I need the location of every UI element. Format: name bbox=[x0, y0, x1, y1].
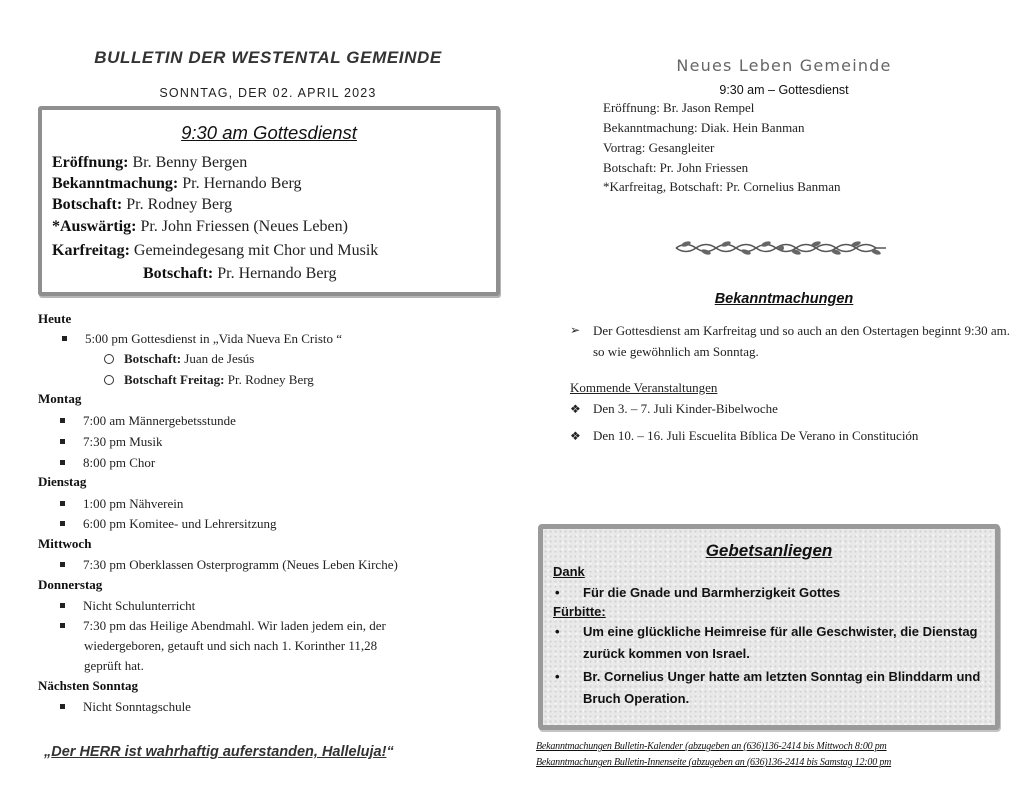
square-bullet-icon bbox=[60, 603, 65, 608]
four-diamond-icon: ❖ bbox=[570, 402, 581, 416]
service-line-announcement bbox=[52, 175, 302, 193]
schedule-subitem: Botschaft: Juan de Jesús bbox=[104, 351, 254, 367]
neues-leben-line: *Karfreitag, Botschaft: Pr. Cornelius Banman bbox=[603, 179, 841, 194]
schedule-item: 7:30 pm Musik bbox=[60, 434, 162, 450]
prayer-requests-label: Fürbitte: bbox=[553, 604, 606, 619]
neues-leben-title: Neues Leben Gemeinde bbox=[676, 56, 892, 75]
dot-bullet-icon: • bbox=[555, 585, 560, 600]
footer-note: Bekanntmachungen Bulletin-Kalender (abzugeben an (636)136-2414 bis Mittwoch 8:00 pm bbox=[536, 741, 887, 752]
square-bullet-icon bbox=[60, 704, 65, 709]
square-bullet-icon bbox=[60, 439, 65, 444]
service-line-message bbox=[52, 196, 232, 214]
service-line-value: Pr. Hernando Berg bbox=[178, 175, 302, 192]
upcoming-events-label: Kommende Veranstaltungen bbox=[570, 380, 718, 395]
four-diamond-icon: ❖ bbox=[570, 429, 581, 443]
circle-bullet-icon bbox=[104, 354, 114, 364]
dot-bullet-icon: • bbox=[555, 624, 560, 639]
prayer-item: • Für die Gnade und Barmherzigkeit Gottes bbox=[555, 582, 985, 604]
dot-bullet-icon: • bbox=[555, 669, 560, 684]
day-label-wednesday: Mittwoch bbox=[38, 536, 92, 551]
day-label-thursday: Donnerstag bbox=[38, 577, 103, 592]
service-line-label: Bekanntmachung: bbox=[52, 175, 179, 192]
schedule-item: 7:00 am Männergebetsstunde bbox=[60, 413, 236, 429]
schedule-item: 1:00 pm Nähverein bbox=[60, 496, 183, 512]
service-box-title: 9:30 am Gottesdienst bbox=[181, 122, 357, 143]
arrow-right-icon: ➢ bbox=[570, 323, 581, 337]
day-label-next-sunday: Nächsten Sonntag bbox=[38, 678, 139, 693]
service-line-label: Botschaft: bbox=[143, 265, 214, 282]
schedule-item: 7:30 pm Oberklassen Osterprogramm (Neues Leben Kirche) bbox=[60, 557, 398, 573]
prayer-box bbox=[538, 524, 1000, 730]
neues-leben-line: Eröffnung: Br. Jason Rempel bbox=[603, 100, 755, 115]
schedule-item: Nicht Schulunterricht bbox=[60, 598, 195, 614]
schedule-item-continuation: geprüft hat. bbox=[84, 658, 144, 673]
service-line-value: Pr. Rodney Berg bbox=[122, 196, 233, 213]
square-bullet-icon bbox=[60, 623, 65, 628]
upcoming-event: ❖ Den 10. – 16. Juli Escuelita Bíblica De Verano in Constitución bbox=[570, 428, 919, 443]
service-line-good-friday bbox=[52, 242, 378, 260]
schedule-item: 8:00 pm Chor bbox=[60, 455, 155, 471]
service-box bbox=[38, 106, 500, 296]
circle-bullet-icon bbox=[104, 375, 114, 385]
service-line-label: *Auswärtig: bbox=[52, 218, 137, 235]
schedule-item: 7:30 pm das Heilige Abendmahl. Wir laden jedem ein, der bbox=[60, 618, 386, 634]
service-line-value: Pr. Hernando Berg bbox=[213, 265, 337, 282]
day-label-tuesday: Dienstag bbox=[38, 474, 87, 489]
schedule-item: Nicht Sonntagschule bbox=[60, 699, 191, 715]
schedule-item: 6:00 pm Komitee- und Lehrersitzung bbox=[60, 516, 277, 532]
schedule-item-continuation: wiedergeboren, getauft und sich nach 1. Korinther 11,28 bbox=[84, 638, 378, 653]
service-line-label: Karfreitag: bbox=[52, 242, 130, 259]
square-bullet-icon bbox=[60, 521, 65, 526]
day-label-today: Heute bbox=[38, 311, 72, 326]
upcoming-event: ❖ Den 3. – 7. Juli Kinder-Bibelwoche bbox=[570, 401, 778, 416]
schedule-subitem: Botschaft Freitag: Pr. Rodney Berg bbox=[104, 372, 314, 388]
vine-ornament-icon bbox=[672, 238, 890, 258]
bulletin-date: SONNTAG, DER 02. APRIL 2023 bbox=[159, 86, 377, 100]
square-bullet-icon bbox=[62, 336, 67, 341]
neues-leben-line: Vortrag: Gesangleiter bbox=[603, 140, 715, 155]
prayer-thanks-label: Dank bbox=[553, 564, 585, 579]
prayer-item: • Br. Cornelius Unger hatte am letzten Sonntag ein Blinddarm und Bruch Operation. bbox=[555, 666, 985, 710]
service-line-value: Pr. John Friessen (Neues Leben) bbox=[136, 218, 348, 235]
square-bullet-icon bbox=[60, 418, 65, 423]
service-line-value: Br. Benny Bergen bbox=[128, 154, 248, 171]
day-label-monday: Montag bbox=[38, 391, 82, 406]
square-bullet-icon bbox=[60, 460, 65, 465]
service-line-value: Gemeindegesang mit Chor und Musik bbox=[129, 242, 379, 259]
prayer-title: Gebetsanliegen bbox=[705, 541, 833, 560]
neues-leben-line: Bekanntmachung: Diak. Hein Banman bbox=[603, 120, 805, 135]
announcement-item: ➢ Der Gottesdienst am Karfreitag und so auch an den Ostertagen beginnt 9:30 am. so wie gewöhnlich am Sonntag. bbox=[570, 320, 1010, 362]
service-line-label: Botschaft: bbox=[52, 196, 123, 213]
prayer-item: • Um eine glückliche Heimreise für alle Geschwister, die Dienstag zurück kommen von Israel. bbox=[555, 621, 985, 665]
service-line-opening bbox=[52, 154, 247, 172]
service-line-label: Eröffnung: bbox=[52, 154, 129, 171]
square-bullet-icon bbox=[60, 562, 65, 567]
footer-note: Bekanntmachungen Bulletin-Innenseite (abzugeben an (636)136-2414 bis Samstag 12:00 pm bbox=[536, 757, 892, 768]
neues-leben-line: Botschaft: Pr. John Friessen bbox=[603, 160, 749, 175]
announcements-heading: Bekanntmachungen bbox=[714, 291, 854, 307]
schedule-item: 5:00 pm Gottesdienst in „Vida Nueva En Cristo “ bbox=[62, 331, 342, 347]
service-line-good-friday-message bbox=[143, 265, 336, 283]
square-bullet-icon bbox=[60, 501, 65, 506]
easter-quote: „Der HERR ist wahrhaftig auferstanden, Halleluja!“ bbox=[44, 744, 394, 760]
neues-leben-service-subtitle: 9:30 am – Gottesdienst bbox=[719, 83, 849, 97]
service-line-external bbox=[52, 218, 348, 236]
bulletin-title: BULLETIN DER WESTENTAL GEMEINDE bbox=[94, 48, 442, 67]
